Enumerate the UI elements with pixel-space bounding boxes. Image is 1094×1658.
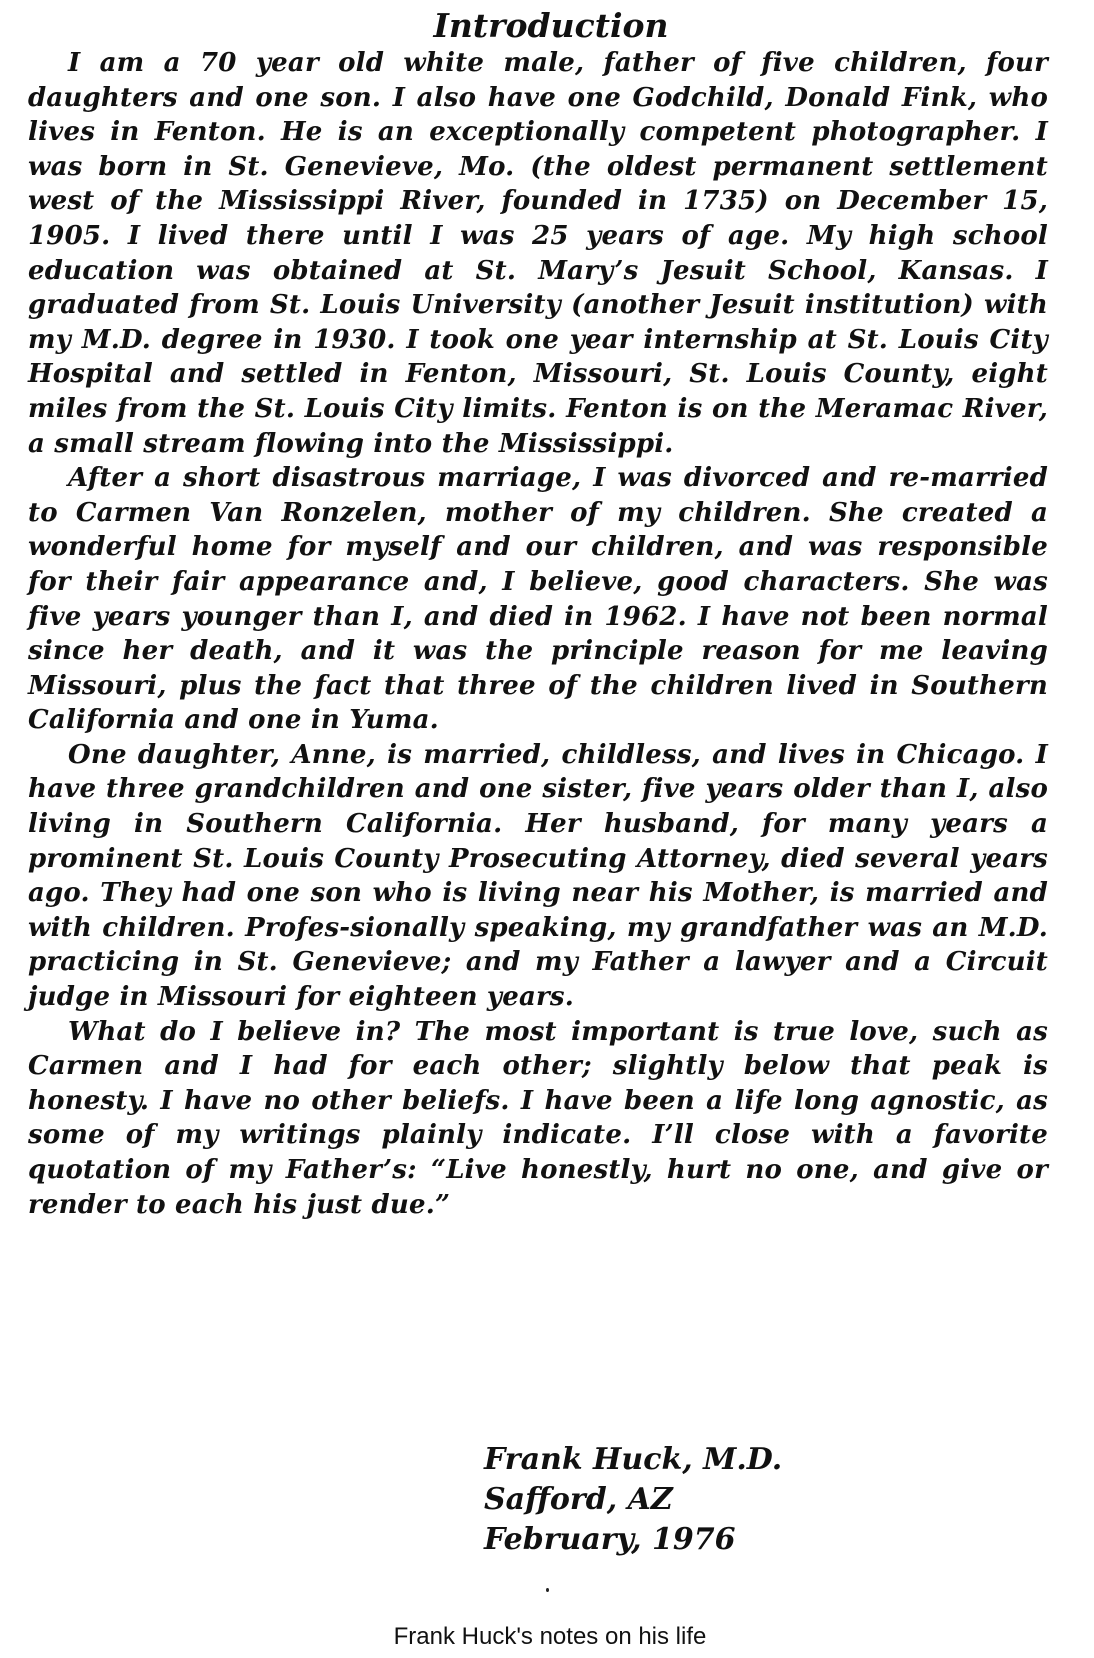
document-body bbox=[28, 46, 1048, 1222]
paragraph-3: One daughter, Anne, is married, childless, and lives in Chicago. I have three grandchildren and one sister, five years older than I, also living in Southern California. Her husband, for many years a prominent St. Louis County Prosecuting Attorney, died several years ago. They had one son who is living near his Mother, is married and with children. Profes-sionally speaking, my grandfather was an M.D. practicing in St. Genevieve; and my Father a lawyer and a Circuit judge in Missouri for eighteen years. bbox=[28, 739, 1048, 1013]
signature-name: Frank Huck, M.D. bbox=[484, 1442, 783, 1477]
scan-speck bbox=[546, 1588, 549, 1592]
paragraph-2: After a short disastrous marriage, I was divorced and re-married to Carmen Van Ronzelen, mother of my children. She created a wonderful home for myself and our children, and was responsible for their fair appearance and, I believe, good characters. She was five years younger than I, and died in 1962. I have not been normal since her death, and it was the principle reason for me leaving Missouri, plus the fact that three of the children lived in Southern California and one in Yuma. bbox=[28, 463, 1048, 736]
paragraph-1: I am a 70 year old white male, father of five children, four daughters and one son. I also have one Godchild, Donald Fink, who lives in Fenton. He is an exceptionally competent photographer. I was born in St. Genevieve, Mo. (the oldest permanent settlement west of the Mississippi River, founded in 1735) on December 15, 1905. I lived there until I was 25 years of age. My high school education was obtained at St. Mary’s Jesuit School, Kansas. I graduated from St. Louis University (another Jesuit institution) with my M.D. degree in 1930. I took one year internship at St. Louis City Hospital and settled in Fenton, Missouri, St. Louis County, eight miles from the St. Louis City limits. Fenton is on the Meramac River, a small stream flowing into the Mississippi. bbox=[28, 48, 1048, 459]
signature-date: February, 1976 bbox=[484, 1522, 736, 1557]
signature-place: Safford, AZ bbox=[484, 1482, 673, 1517]
signature-block bbox=[484, 1440, 782, 1560]
document-title: Introduction bbox=[433, 6, 669, 45]
image-caption: Frank Huck's notes on his life bbox=[393, 1623, 707, 1650]
paragraph-4: What do I believe in? The most important is true love, such as Carmen and I had for each other; slightly below that peak is honesty. I have no other beliefs. I have been a life long agnostic, as some of my writings plainly indicate. I’ll close with a favorite quotation of my Father’s: “Live honestly, hurt no one, and give or render to each his just due.” bbox=[28, 1016, 1048, 1220]
